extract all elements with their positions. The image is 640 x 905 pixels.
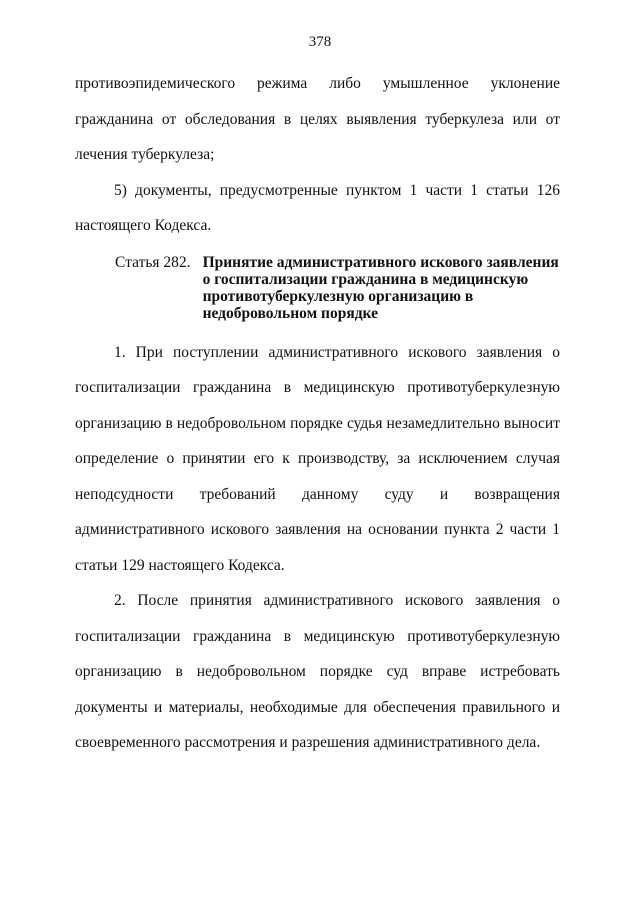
list-item-5: 5) документы, предусмотренные пунктом 1 части 1 статьи 126 настоящего Кодекса. xyxy=(75,181,560,234)
article-number: Статья 282. xyxy=(115,253,191,271)
article-title: Принятие административного искового заявления о госпитализации гражданина в медицинскую противотуберкулезную организацию в недобровольном порядке xyxy=(202,253,559,322)
paragraph-1: 1. При поступлении административного искового заявления о госпитализации гражданина в медицинскую противотуберкулезную организацию в недобровольном порядке судья незамедлительно выносит определение о принятии его к производству, за исключением случая неподсудности требований данному суду и возвращения административного искового заявления на основании пункта 2 части 1 статьи 129 настоящего Кодекса. xyxy=(75,343,560,574)
document-body xyxy=(75,66,560,761)
article-heading xyxy=(75,254,560,322)
page-number: 378 xyxy=(308,34,332,50)
continuation-paragraph: противоэпидемического режима либо умышленное уклонение гражданина от обследования в целях выявления туберкулеза или от лечения туберкулеза; xyxy=(75,75,560,163)
paragraph-2: 2. После принятия административного искового заявления о госпитализации гражданина в медицинскую противотуберкулезную организацию в недобровольном порядке суд вправе истребовать документы и материалы, необходимые для обеспечения правильного и своевременного рассмотрения и разрешения административного дела. xyxy=(75,592,560,751)
